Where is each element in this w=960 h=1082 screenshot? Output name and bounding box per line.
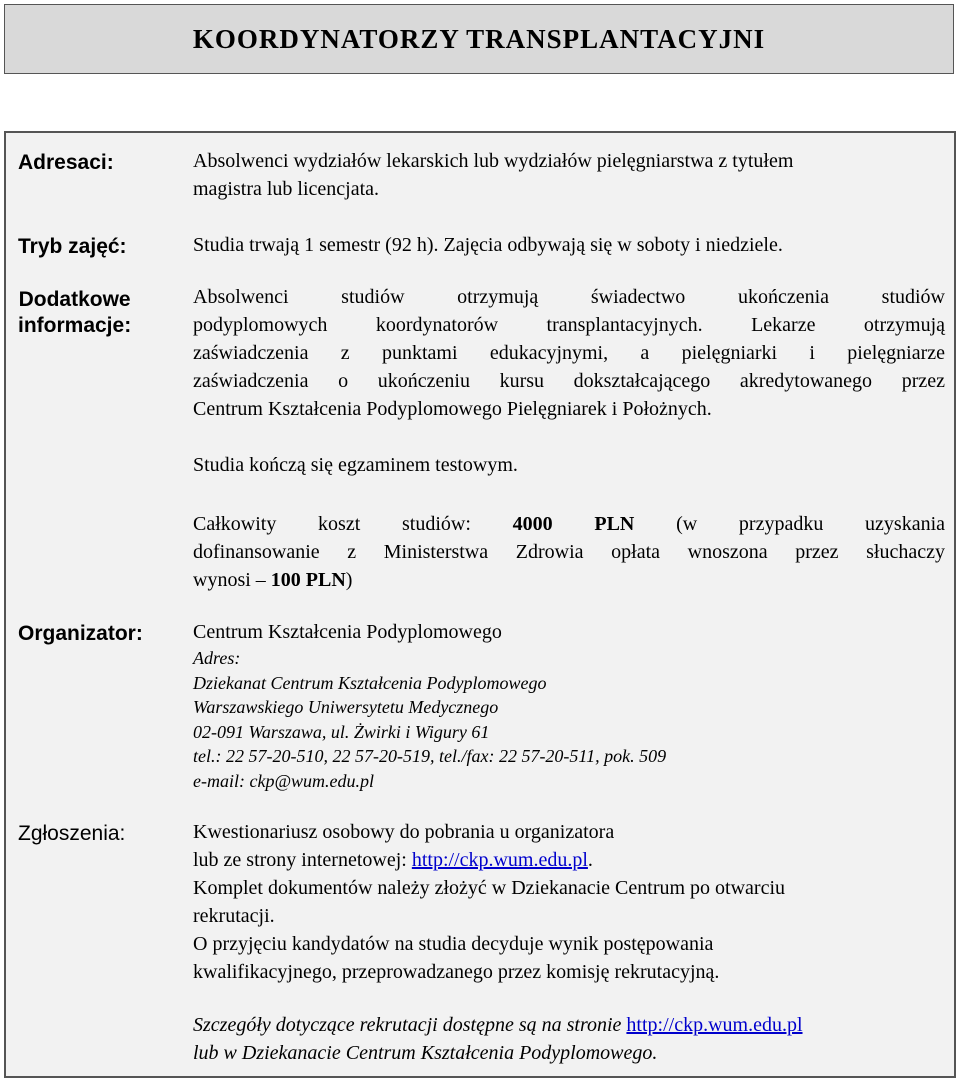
adresaci-line: magistra lub licencjata. [193, 178, 380, 200]
cost-line: Całkowity koszt studiów: 4000 PLN (w przypadku uzyskania [193, 513, 946, 535]
website-link[interactable]: http://ckp.wum.edu.pl [411, 849, 588, 871]
label-organizator: Organizator: [18, 622, 143, 645]
label-zgloszenia: Zgłoszenia: [18, 822, 126, 845]
exam-note: Studia kończą się egzaminem testowym. [193, 454, 518, 476]
zgloszenia-text: Kwestionariusz osobowy do pobrania u organizatora lub ze strony internetowej: http://ckp.wum.edu.pl. Komplet dokumentów należy złożyć w Dziekanacie Centrum po otwarciu rekrutacji. O przyjęciu kandydatów na studia decyduje wynik postępowania kwalifikacyjnego, przeprowadzanego przez komisję rekrutacyjną. Szczegóły dotyczące rekrutacji dostępne są na stronie http://ckp.wum.edu.pl lub w Dziekanacie Centrum Kształcenia Podyplomowego. [193, 818, 945, 1067]
label-tryb: Tryb zajęć: [18, 235, 127, 258]
text-line: Absolwenci studiów otrzymują świadectwo ukończenia studiów [193, 286, 945, 308]
recruitment-link[interactable]: http://ckp.wum.edu.pl [626, 1014, 803, 1036]
recruitment-note: Szczegóły dotyczące rekrutacji dostępne są na stronie http://ckp.wum.edu.pl lub w Dziekanacie Centrum Kształcenia Podyplomowego. [193, 1014, 803, 1064]
text-line: zaświadczenia z punktami edukacyjnymi, a pielęgniarki i pielęgniarze [193, 342, 945, 364]
cost-amount: 4000 PLN [512, 513, 635, 535]
organizer-name: Centrum Kształcenia Podyplomowego [193, 621, 502, 643]
cost-paragraph [193, 510, 945, 594]
tryb-text: Studia trwają 1 semestr (92 h). Zajęcia odbywają się w soboty i niedziele. [193, 234, 783, 256]
info-panel [4, 131, 956, 1078]
page-title: KOORDYNATORZY TRANSPLANTACYJNI [192, 23, 766, 54]
label-adresaci: Adresaci: [18, 151, 114, 174]
cost-line: wynosi – 100 PLN) [193, 569, 353, 591]
text-line: podyplomowych koordynatorów transplantacyjnych. Lekarze otrzymują [193, 314, 945, 336]
cost-line: dofinansowanie z Ministerstwa Zdrowia opłata wnoszona przez słuchaczy [193, 541, 945, 563]
dodatkowe-paragraph [193, 283, 945, 395]
adresaci-line: Absolwenci wydziałów lekarskich lub wydziałów pielęgniarstwa z tytułem [193, 150, 794, 172]
adresaci-text [193, 147, 945, 203]
dodatkowe-text [193, 283, 945, 594]
text-line: Centrum Kształcenia Podyplomowego Pielęgniarek i Położnych. [193, 398, 712, 420]
text-line: zaświadczenia o ukończeniu kursu dokształcającego akredytowanego przez [193, 370, 945, 392]
cost-small-amount: 100 PLN [270, 569, 346, 591]
title-banner [4, 4, 954, 74]
label-dodatkowe: Dodatkowe informacje: [18, 288, 132, 337]
organizator-info [193, 618, 945, 793]
organizer-address: Adres: Dziekanat Centrum Kształcenia Podyplomowego Warszawskiego Uniwersytetu Medycznego 02-091 Warszawa, ul. Żwirki i Wigury 61 tel.: 22 57-20-510, 22 57-20-519, tel./fax: 22 57-20-511, pok. 509 e-mail: ckp@wum.edu.pl [193, 648, 667, 791]
